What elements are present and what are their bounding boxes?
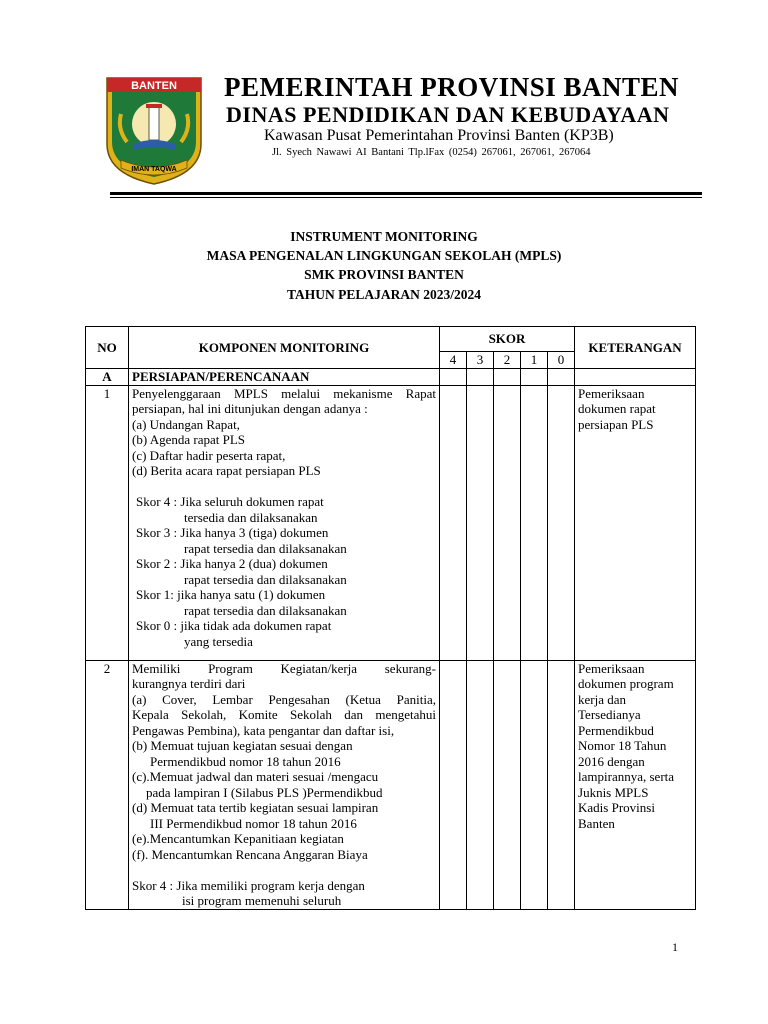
komponen-line: kurangnya terdiri dari — [132, 676, 246, 691]
keterangan-line: Kadis Provinsi — [578, 800, 655, 815]
score-cell[interactable] — [548, 660, 575, 909]
skor-criteria: yang tersedia — [184, 633, 253, 649]
doc-title-line-2: MASA PENGENALAN LINGKUNGAN SEKOLAH (MPLS) — [206, 248, 562, 263]
komponen-line: Memiliki Program Kegiatan/kerja sekurang- — [132, 660, 436, 676]
doc-title-line-1: INSTRUMENT MONITORING — [290, 229, 478, 244]
section-a-code: A — [86, 369, 129, 386]
header-address-area: Kawasan Pusat Pemerintahan Provinsi Banten (KP3B) — [264, 127, 614, 144]
row-2-number: 2 — [86, 660, 129, 909]
komponen-line: Permendikbud nomor 18 tahun 2016 — [150, 753, 341, 769]
logo-text-banten: BANTEN — [131, 80, 177, 92]
score-cell[interactable] — [521, 385, 548, 660]
row-1-keterangan — [575, 385, 696, 660]
komponen-line: persiapan, hal ini ditunjukan dengan adanya : — [132, 401, 368, 416]
komponen-line: (c).Memuat jadwal dan materi sesuai /mengacu — [132, 769, 379, 784]
komponen-line: Kepala Sekolah, Komite Sekolah dan mengetahui — [132, 707, 436, 722]
score-cell[interactable] — [467, 385, 494, 660]
skor-criteria: Skor 4 : Jika memiliki program kerja dengan — [132, 877, 365, 893]
skor-criteria: rapat tersedia dan dilaksanakan — [184, 571, 347, 587]
keterangan-line: 2016 dengan — [578, 753, 645, 769]
komponen-line: (f). Mencantumkan Rencana Anggaran Biaya — [132, 846, 368, 862]
table-row — [86, 660, 696, 909]
skor-0-header: 0 — [548, 352, 575, 369]
skor-criteria: rapat tersedia dan dilaksanakan — [184, 602, 347, 618]
header-government-name: PEMERINTAH PROVINSI BANTEN — [224, 72, 680, 102]
skor-criteria: Skor 0 : jika tidak ada dokumen rapat — [136, 618, 332, 633]
skor-4-header: 4 — [440, 352, 467, 369]
monitoring-table — [85, 326, 696, 910]
letterhead-rule-thin — [110, 197, 702, 198]
header-department-name: DINAS PENDIDIKAN DAN KEBUDAYAAN — [226, 102, 670, 127]
page-number: 1 — [672, 940, 678, 954]
score-cell[interactable] — [467, 660, 494, 909]
keterangan-line: Pemeriksaan — [578, 660, 645, 676]
banten-coat-of-arms-logo — [103, 74, 205, 186]
keterangan-line: Tersedianya — [578, 707, 641, 722]
letterhead-rule-thick — [110, 192, 702, 195]
header-skor: SKOR — [440, 327, 575, 352]
score-cell[interactable] — [548, 385, 575, 660]
keterangan-line: persiapan PLS — [578, 416, 654, 432]
keterangan-line: Pemeriksaan — [578, 385, 645, 401]
komponen-line: pada lampiran I (Silabus PLS )Permendikbud — [146, 784, 383, 800]
skor-criteria: tersedia dan dilaksanakan — [184, 509, 318, 525]
skor-1-header: 1 — [521, 352, 548, 369]
komponen-line: (b) Memuat tujuan kegiatan sesuai dengan — [132, 738, 353, 753]
doc-title-line-4: TAHUN PELAJARAN 2023/2024 — [286, 287, 481, 302]
skor-criteria: Skor 2 : Jika hanya 2 (dua) dokumen — [136, 556, 328, 571]
keterangan-line: Banten — [578, 815, 615, 831]
keterangan-line: kerja dan — [578, 691, 627, 707]
keterangan-line: dokumen rapat — [578, 401, 656, 416]
komponen-line: (d) Berita acara rapat persiapan PLS — [132, 463, 321, 478]
row-1-komponen — [129, 385, 440, 660]
komponen-line: Penyelenggaraan MPLS melalui mekanisme Rapat — [132, 385, 436, 401]
skor-criteria: Skor 3 : Jika hanya 3 (tiga) dokumen — [136, 525, 329, 540]
komponen-line: Pengawas Pembina), kata pengantar dan daftar isi, — [132, 722, 395, 738]
header-no: NO — [86, 327, 129, 369]
row-2-komponen — [129, 660, 440, 909]
row-1-number: 1 — [86, 385, 129, 660]
logo-text-motto: IMAN TAQWA — [131, 166, 177, 173]
komponen-line: III Permendikbud nomor 18 tahun 2016 — [150, 815, 357, 831]
komponen-line: (a) Cover, Lembar Pengesahan (Ketua Panitia, — [132, 691, 436, 707]
section-a-label: PERSIAPAN/PERENCANAAN — [129, 369, 440, 386]
keterangan-line: Nomor 18 Tahun — [578, 738, 667, 753]
score-cell[interactable] — [440, 385, 467, 660]
komponen-line: (a) Undangan Rapat, — [132, 416, 240, 432]
header-address-street: Jl. Syech Nawawi AI Bantani Tlp.lFax (0254) 267061, 267061, 267064 — [272, 147, 591, 158]
score-cell[interactable] — [494, 385, 521, 660]
skor-3-header: 3 — [467, 352, 494, 369]
komponen-line: (e).Mencantumkan Kepanitiaan kegiatan — [132, 831, 344, 846]
skor-criteria: Skor 4 : Jika seluruh dokumen rapat — [136, 494, 324, 509]
skor-criteria: rapat tersedia dan dilaksanakan — [184, 540, 347, 556]
header-komponen: KOMPONEN MONITORING — [129, 327, 440, 369]
komponen-line: (b) Agenda rapat PLS — [132, 432, 246, 447]
score-cell[interactable] — [440, 660, 467, 909]
header-keterangan: KETERANGAN — [575, 327, 696, 369]
keterangan-line: dokumen program — [578, 676, 674, 691]
keterangan-line: Juknis MPLS — [578, 784, 649, 800]
skor-criteria: Skor 1: jika hanya satu (1) dokumen — [136, 587, 326, 602]
score-cell[interactable] — [494, 660, 521, 909]
keterangan-line: lampirannya, serta — [578, 769, 675, 784]
score-cell[interactable] — [521, 660, 548, 909]
table-row — [86, 385, 696, 660]
skor-2-header: 2 — [494, 352, 521, 369]
row-2-keterangan — [575, 660, 696, 909]
keterangan-line: Permendikbud — [578, 722, 654, 738]
skor-criteria: isi program memenuhi seluruh — [182, 893, 342, 908]
komponen-line: (c) Daftar hadir peserta rapat, — [132, 447, 286, 463]
doc-title-line-3: SMK PROVINSI BANTEN — [304, 267, 464, 282]
komponen-line: (d) Memuat tata tertib kegiatan sesuai lampiran — [132, 800, 379, 815]
